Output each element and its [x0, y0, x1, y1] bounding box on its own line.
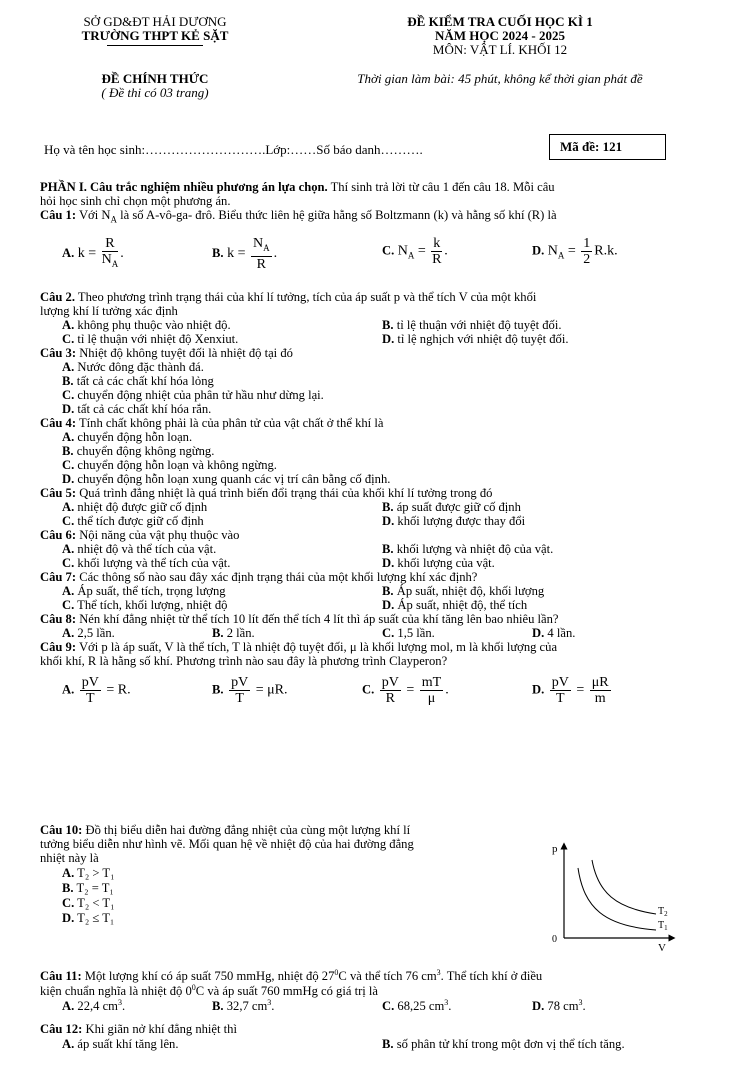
- q3-letter-c: C.: [62, 388, 75, 402]
- q9b-eq: =: [252, 682, 268, 698]
- q11-c-sup: 3: [444, 998, 449, 1007]
- q5-option-d[interactable]: [382, 514, 525, 528]
- q5-letter-b: B.: [382, 500, 394, 514]
- q1-option-b[interactable]: [212, 236, 277, 272]
- q2-letter-a: A.: [62, 318, 75, 332]
- q4-letter-b: B.: [62, 444, 74, 458]
- q9b-mur: μR: [267, 682, 284, 698]
- q9-text1: Với p là áp suất, V là thể tích, T là nhiệt độ tuyệt đối, μ là khối lượng mol, m là khối lượng của: [76, 640, 558, 654]
- q7-option-a[interactable]: [62, 584, 226, 598]
- q1-letter-b: B.: [212, 246, 224, 261]
- q9-letter-b: B.: [212, 682, 224, 697]
- q8-letter-d: D.: [532, 626, 545, 640]
- q7-c-text: Thể tích, khối lượng, nhiệt độ: [77, 598, 228, 612]
- q9d-num1: pV: [551, 675, 569, 690]
- q8-letter-a: A.: [62, 626, 75, 640]
- q9c-frac1: [380, 675, 401, 706]
- q4-d-text: chuyển động hỗn loạn xung quanh các vị trí cân bằng cố định.: [77, 472, 391, 486]
- q4-letter-c: C.: [62, 458, 75, 472]
- q4-option-b[interactable]: [62, 444, 214, 458]
- q7-letter-c: C.: [62, 598, 75, 612]
- q7-stem: [40, 570, 725, 584]
- q11-option-b[interactable]: [212, 996, 274, 1013]
- q9-stem2: khối khí, R là hằng số khí. Phương trình nào sau đây là phương trình Clayperon?: [40, 654, 448, 668]
- school-name: TRƯỜNG THPT KẺ SẶT: [81, 28, 229, 43]
- q11-text2: kiện chuẩn nghĩa là nhiệt độ 0: [40, 984, 192, 999]
- q9c-frac2: [420, 675, 443, 706]
- q1a-k: k: [77, 246, 85, 262]
- q1a-den-n: N: [101, 252, 112, 267]
- q10-label: Câu 10:: [40, 823, 83, 837]
- q1d-rk: R.k: [594, 243, 615, 259]
- q11-letter-a: A.: [62, 999, 75, 1014]
- q11-option-d[interactable]: [532, 996, 586, 1013]
- q1c-sub: A: [407, 250, 415, 261]
- q1a-den-sub: A: [111, 258, 119, 269]
- q9-option-c[interactable]: [362, 675, 449, 706]
- q10-letter-a: A.: [62, 866, 75, 880]
- q8-a-text: 2,5 lần.: [77, 626, 115, 640]
- q9a-num: pV: [81, 675, 99, 690]
- q8-option-c[interactable]: [382, 626, 435, 640]
- q3-c-text: chuyển động nhiệt của phân tử hầu như dừng lại.: [77, 388, 324, 402]
- q1b-den: R: [256, 256, 266, 272]
- q10-option-c[interactable]: [62, 896, 115, 910]
- q7-letter-d: D.: [382, 598, 395, 612]
- q2-b-text: tỉ lệ thuận với nhiệt độ tuyệt đối.: [396, 318, 562, 332]
- q8-letter-b: B.: [212, 626, 224, 640]
- q6-c-text: khối lượng và thể tích của vật.: [77, 556, 231, 570]
- q10-d-text: T₂ ≤ T₁: [77, 911, 115, 925]
- q10-option-d[interactable]: [62, 911, 114, 925]
- q9c-dot: .: [445, 682, 449, 698]
- q8-stem: [40, 612, 725, 626]
- q1-letter-a: A.: [62, 246, 75, 261]
- q11-sup3a: 3: [436, 968, 441, 977]
- q7-text: Các thông số nào sau đây xác định trạng thái của một khối lượng khí xác định?: [76, 570, 478, 584]
- q6-option-a[interactable]: [62, 542, 216, 556]
- q1a-eq: =: [84, 246, 100, 262]
- q2-label: Câu 2.: [40, 290, 75, 304]
- q9-letter-d: D.: [532, 682, 545, 697]
- q4-text: Tính chất không phải là của phân tử của vật chất ở thể khí là: [76, 416, 384, 430]
- q2-a-text: không phụ thuộc vào nhiệt độ.: [77, 318, 231, 332]
- q2-option-a[interactable]: [62, 318, 231, 332]
- subject: MÔN: VẬT LÍ. KHỐI 12: [432, 42, 568, 57]
- q9c-den2: μ: [427, 691, 436, 706]
- q3-option-a[interactable]: [62, 360, 204, 374]
- q1d-dot: .: [614, 243, 618, 259]
- q9a-eq: =: [102, 682, 118, 698]
- q11-d-text: 78 cm: [547, 999, 579, 1014]
- q9d-num2: μR: [591, 675, 609, 690]
- q8-option-a[interactable]: [62, 626, 115, 640]
- q2-d-text: tỉ lệ nghịch với nhiệt độ tuyệt đối.: [397, 332, 569, 346]
- q4-letter-d: D.: [62, 472, 75, 486]
- q1a-dot: .: [120, 246, 124, 262]
- q1b-num-sub: A: [263, 242, 270, 253]
- q7-a-text: Áp suất, thể tích, trọng lượng: [77, 584, 226, 598]
- isotherm-t1: [578, 868, 656, 930]
- q6-a-text: nhiệt độ và thể tích của vật.: [77, 542, 217, 556]
- student-info-line: Họ và tên học sinh:……………………….Lớp:……Số báo danh……….: [44, 142, 423, 157]
- q9-label: Câu 9:: [40, 640, 77, 654]
- q6-label: Câu 6:: [40, 528, 77, 542]
- q5-stem: [40, 486, 725, 500]
- q6-text: Nội năng của vật phụ thuộc vào: [76, 528, 240, 542]
- q6-option-d[interactable]: [382, 556, 495, 570]
- q10-option-b[interactable]: [62, 881, 114, 895]
- q5-letter-a: A.: [62, 500, 75, 514]
- q11-b-dot: .: [271, 999, 275, 1014]
- q1d-num: 1: [583, 236, 591, 251]
- q2-letter-c: C.: [62, 332, 75, 346]
- q1c-eq: =: [414, 243, 430, 259]
- t1-sub: 1: [664, 924, 668, 932]
- q6-letter-b: B.: [382, 542, 394, 556]
- q11-sup0b: 0: [191, 983, 196, 992]
- q11-c-text: 68,25 cm: [397, 999, 445, 1014]
- q1b-k: k: [227, 246, 235, 262]
- q9a-frac: [80, 675, 101, 706]
- q9b-dot: .: [283, 682, 288, 698]
- q4-option-c[interactable]: [62, 458, 277, 472]
- q4-option-a[interactable]: [62, 430, 192, 444]
- q2-option-c[interactable]: [62, 332, 238, 346]
- q3-letter-a: A.: [62, 360, 75, 374]
- q7-option-d[interactable]: [382, 598, 527, 612]
- q8-option-d[interactable]: [532, 626, 575, 640]
- q3-letter-d: D.: [62, 402, 75, 416]
- q2-letter-b: B.: [382, 318, 394, 332]
- q11-label: Câu 11:: [40, 969, 82, 984]
- q9c-num1: pV: [381, 675, 399, 690]
- q1b-num: [251, 236, 272, 257]
- q2-stem2: lượng khí lí tưởng xác định: [40, 304, 178, 318]
- q11-text2b: C và áp suất 760 mmHg có giá trị là: [195, 984, 379, 999]
- q11-a-dot: .: [121, 999, 126, 1014]
- q4-c-text: chuyển động hỗn loạn và không ngừng.: [77, 458, 277, 472]
- q12-stem: [40, 1022, 725, 1036]
- q1-stem: [40, 208, 725, 227]
- official-label: ĐỀ CHÍNH THỨC: [101, 71, 209, 86]
- q9-option-a[interactable]: [62, 675, 131, 706]
- q9-letter-a: A.: [62, 682, 75, 697]
- q5-letter-d: D.: [382, 514, 395, 528]
- q1-sub-a: A: [110, 214, 117, 225]
- q9b-den: T: [235, 691, 244, 706]
- q4-a-text: chuyển động hỗn loạn.: [77, 430, 193, 444]
- v-label: V: [658, 942, 666, 954]
- q6-option-b[interactable]: [382, 542, 553, 556]
- q1b-frac: [251, 236, 272, 272]
- q3-b-text: tất cả các chất khí hóa lỏng: [76, 374, 214, 388]
- q9d-frac2: [590, 675, 611, 706]
- q4-option-d[interactable]: [62, 472, 390, 486]
- q5-option-c[interactable]: [62, 514, 204, 528]
- q11-letter-b: B.: [212, 999, 224, 1014]
- q11-letter-d: D.: [532, 999, 545, 1014]
- q10-text1: Đồ thị biểu diễn hai đường đẳng nhiệt của cùng một lượng khí lí: [82, 823, 411, 837]
- q9-letter-c: C.: [362, 682, 375, 697]
- q5-option-a[interactable]: [62, 500, 207, 514]
- q7-b-text: Áp suất, nhiệt độ, khối lượng: [396, 584, 545, 598]
- q4-b-text: chuyển động không ngừng.: [76, 444, 215, 458]
- q2-text1: Theo phương trình trạng thái của khí lí tưởng, tích của áp suất p và thể tích V của một khối: [75, 290, 537, 304]
- isotherm-t2: [592, 860, 656, 914]
- part1-title: PHẦN I. Câu trắc nghiệm nhiều phương án lựa chọn.: [40, 180, 328, 194]
- q9d-den1: T: [556, 691, 565, 706]
- exam-time: Thời gian làm bài: 45 phút, không kể thời gian phát đề: [357, 71, 643, 86]
- q6-letter-c: C.: [62, 556, 75, 570]
- q8-b-text: 2 lần.: [226, 626, 255, 640]
- q11-letter-c: C.: [382, 999, 395, 1014]
- q1-option-c[interactable]: [382, 236, 448, 267]
- q1-letter-c: C.: [382, 243, 395, 258]
- school-year: NĂM HỌC 2024 - 2025: [435, 28, 565, 43]
- q1d-den: 2: [583, 252, 591, 267]
- q1d-sub: A: [557, 250, 565, 261]
- part1-desc2: hỏi học sinh chỉ chọn một phương án.: [40, 194, 231, 208]
- q9a-r: R: [117, 682, 128, 698]
- q12-a-text: áp suất khí tăng lên.: [77, 1037, 179, 1051]
- q5-letter-c: C.: [62, 514, 75, 528]
- q4-stem: [40, 416, 725, 430]
- q11-option-a[interactable]: [62, 996, 125, 1013]
- q8-text: Nén khí đẳng nhiệt từ thể tích 10 lít đến thể tích 4 lít thì áp suất của khí tăng lên bao nhiêu lần?: [76, 612, 559, 626]
- q6-letter-d: D.: [382, 556, 395, 570]
- q10-letter-b: B.: [62, 881, 74, 895]
- q2-option-b[interactable]: [382, 318, 561, 332]
- q7-letter-b: B.: [382, 584, 394, 598]
- q12-letter-b: B.: [382, 1037, 394, 1051]
- q10-stem3: nhiệt này là: [40, 851, 99, 865]
- q12-b-text: số phân tử khí trong một đơn vị thể tích tăng.: [396, 1037, 625, 1051]
- q3-letter-b: B.: [62, 374, 74, 388]
- part1-heading: [40, 180, 725, 194]
- q10-letter-c: C.: [62, 896, 75, 910]
- q4-label: Câu 4:: [40, 416, 77, 430]
- q6-d-text: khối lượng của vật.: [397, 556, 495, 570]
- q1-text2: là số A-vô-ga- đrô. Biểu thức liên hệ giữa hằng số Boltzmann (k) và hằng số khí (R) là: [116, 208, 557, 222]
- q3-option-b[interactable]: [62, 374, 214, 388]
- q1a-den: [102, 252, 119, 272]
- q2-option-d[interactable]: [382, 332, 568, 346]
- q9b-frac: [229, 675, 250, 706]
- q11-b-text: 32,7 cm: [226, 999, 268, 1014]
- q11-a-sup: 3: [117, 998, 122, 1007]
- q6-stem: [40, 528, 725, 542]
- q11-b-sup: 3: [267, 998, 272, 1007]
- page-count: ( Đề thi có 03 trang): [101, 85, 209, 100]
- t2-t: T: [658, 906, 665, 917]
- q11-a-text: 22,4 cm: [77, 999, 118, 1014]
- q9-option-d[interactable]: [532, 675, 613, 706]
- q12-label: Câu 12:: [40, 1022, 83, 1036]
- q1d-eq: =: [564, 243, 580, 259]
- p-label: p: [552, 843, 558, 855]
- q2-letter-d: D.: [382, 332, 395, 346]
- q9b-num: pV: [231, 675, 249, 690]
- q9-option-b[interactable]: [212, 675, 287, 706]
- t2-label: [658, 906, 668, 918]
- q9a-dot: .: [127, 682, 131, 698]
- q3-option-d[interactable]: [62, 402, 211, 416]
- q11-text1b: C và thể tích 76 cm: [338, 969, 437, 984]
- q11-text1: Một lượng khí có áp suất 750 mmHg, nhiệt độ 27: [81, 969, 335, 984]
- q5-text: Quá trình đẳng nhiệt là quá trình biến đổi trạng thái của khối khí lí tưởng trong đó: [76, 486, 493, 500]
- q5-a-text: nhiệt độ được giữ cố định: [77, 500, 208, 514]
- q9d-frac1: [550, 675, 571, 706]
- q5-label: Câu 5:: [40, 486, 77, 500]
- q9a-den: T: [86, 691, 95, 706]
- q11-d-sup: 3: [578, 998, 583, 1007]
- origin-label: 0: [552, 934, 557, 945]
- t2-sub: 2: [664, 910, 668, 918]
- q12-option-b[interactable]: [382, 1037, 625, 1051]
- t1-t: T: [658, 920, 665, 931]
- q7-option-c[interactable]: [62, 598, 227, 612]
- q9d-den2: m: [594, 691, 606, 706]
- q1-text: Với N: [76, 208, 111, 222]
- q7-label: Câu 7:: [40, 570, 77, 584]
- q1d-n: N: [547, 243, 558, 259]
- q3-text: Nhiệt độ không tuyệt đối là nhiệt độ tại đó: [76, 346, 293, 360]
- q1-label: Câu 1:: [40, 208, 77, 222]
- q1-letter-d: D.: [532, 243, 545, 258]
- q7-d-text: Áp suất, nhiệt độ, thể tích: [397, 598, 528, 612]
- q9c-eq: =: [402, 682, 418, 698]
- q9d-eq: =: [572, 682, 588, 698]
- q1c-frac: [431, 236, 442, 267]
- q10-stem2: tưởng biểu diễn như hình vẽ. Mối quan hệ về nhiệt độ của hai đường đẳng: [40, 837, 414, 851]
- q10-a-text: T₂ > T₁: [77, 866, 115, 880]
- q6-b-text: khối lượng và nhiệt độ của vật.: [396, 542, 554, 556]
- isotherm-figure: [546, 838, 686, 954]
- q12-text: Khi giãn nở khí đẳng nhiệt thì: [82, 1022, 237, 1036]
- q1b-dot: .: [273, 246, 278, 262]
- q9-stem: [40, 640, 725, 654]
- q12-option-a[interactable]: [62, 1037, 178, 1051]
- q10-b-text: T₂ = T₁: [76, 881, 114, 895]
- q7-option-b[interactable]: [382, 584, 544, 598]
- q10-c-text: T₂ < T₁: [77, 896, 115, 910]
- q1-option-d[interactable]: [532, 236, 618, 267]
- q5-b-text: áp suất được giữ cố định: [396, 500, 521, 514]
- q1a-num: R: [102, 236, 119, 252]
- q5-c-text: thể tích được giữ cố định: [77, 514, 204, 528]
- q3-a-text: Nước đông đặc thành đá.: [77, 360, 204, 374]
- exam-code-box: [549, 134, 666, 160]
- q4-letter-a: A.: [62, 430, 75, 444]
- q1c-n: N: [397, 243, 408, 259]
- exam-title: ĐỀ KIỂM TRA CUỐI HỌC KÌ 1: [407, 14, 593, 29]
- q1d-frac: [581, 236, 592, 267]
- q8-c-text: 1,5 lần.: [397, 626, 435, 640]
- q10-option-a[interactable]: [62, 866, 115, 880]
- q5-d-text: khối lượng được thay đổi: [397, 514, 526, 528]
- q8-d-text: 4 lần.: [547, 626, 576, 640]
- q6-option-c[interactable]: [62, 556, 230, 570]
- q9c-num2: mT: [421, 675, 442, 690]
- q3-option-c[interactable]: [62, 388, 324, 402]
- q3-label: Câu 3:: [40, 346, 77, 360]
- q8-label: Câu 8:: [40, 612, 77, 626]
- q7-letter-a: A.: [62, 584, 75, 598]
- q1b-num-n: N: [252, 236, 264, 251]
- q11-option-c[interactable]: [382, 996, 451, 1013]
- q2-c-text: tỉ lệ thuận với nhiệt độ Xenxiut.: [77, 332, 239, 346]
- q11-c-dot: .: [448, 999, 452, 1014]
- q11-d-dot: .: [582, 999, 586, 1014]
- school-underline: [107, 45, 203, 46]
- q3-stem: [40, 346, 725, 360]
- part1-desc1: Thí sinh trả lời từ câu 1 đến câu 18. Mỗi câu: [327, 180, 555, 194]
- q1b-eq: =: [234, 246, 249, 262]
- q5-option-b[interactable]: [382, 500, 521, 514]
- q8-option-b[interactable]: [212, 626, 255, 640]
- q1c-den: R: [432, 252, 442, 267]
- q10-stem: [40, 823, 410, 837]
- exam-code: Mã đề: 121: [560, 139, 623, 154]
- q9c-den1: R: [385, 691, 395, 706]
- q1-option-a[interactable]: [62, 236, 124, 272]
- q1c-dot: .: [444, 243, 448, 259]
- t1-label: [658, 920, 668, 932]
- q3-d-text: tất cả các chất khí hóa rắn.: [77, 402, 212, 416]
- q12-letter-a: A.: [62, 1037, 75, 1051]
- q10-letter-d: D.: [62, 911, 75, 925]
- q8-letter-c: C.: [382, 626, 395, 640]
- q11-sup0a: 0: [334, 968, 339, 977]
- q1a-frac: [102, 236, 119, 272]
- q11-text1c: . Thể tích khí ở điều: [440, 969, 543, 984]
- q1c-num: k: [433, 236, 441, 251]
- q6-letter-a: A.: [62, 542, 75, 556]
- q2-stem: [40, 290, 725, 304]
- dept-name: SỞ GD&ĐT HẢI DƯƠNG: [83, 14, 227, 29]
